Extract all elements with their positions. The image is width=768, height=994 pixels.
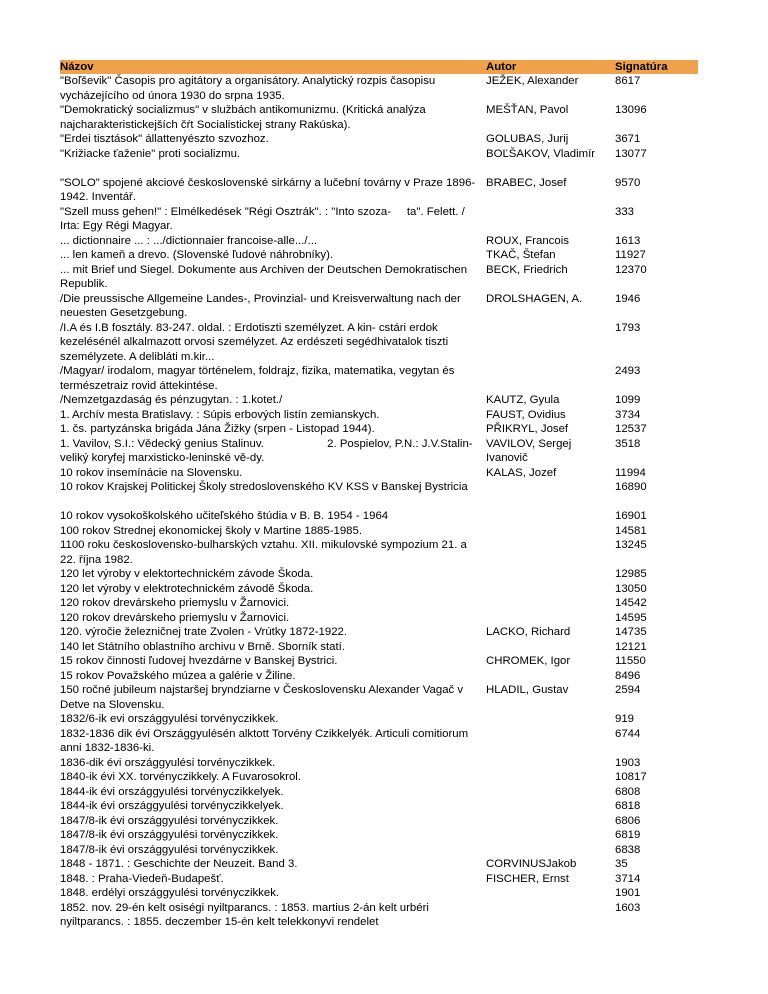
row-author: BRABEC, Josef bbox=[486, 176, 567, 189]
row-signature: 14542 bbox=[615, 597, 647, 609]
header-title: Názov bbox=[60, 61, 94, 73]
row-author: LACKO, Richard bbox=[486, 626, 571, 638]
table-row bbox=[60, 611, 698, 626]
row-title: 140 let Státního oblastního archivu v Brně. Sborník statí. bbox=[60, 640, 345, 653]
row-signature: 1903 bbox=[615, 756, 641, 769]
row-title: 10 rokov insemínácie na Slovensku. bbox=[60, 466, 243, 479]
catalog-table bbox=[60, 60, 698, 930]
row-title: 1832/6-ik evi országgyulési torvényczikkek. bbox=[60, 713, 279, 725]
row-author: FISCHER, Ernst bbox=[486, 872, 569, 885]
row-author: ROUX, Francois bbox=[486, 234, 569, 247]
row-signature: 11550 bbox=[615, 655, 646, 667]
row-signature: 1613 bbox=[615, 234, 641, 247]
row-title: 15 rokov činnosti ľudovej hvezdárne v Banskej Bystrici. bbox=[60, 655, 338, 667]
row-signature: 6808 bbox=[615, 785, 641, 798]
row-author: TKAČ, Štefan bbox=[486, 249, 556, 261]
row-title: 120 rokov drevárskeho priemyslu v Žarnovici. bbox=[60, 611, 290, 624]
table-row bbox=[60, 480, 698, 509]
row-signature: 14595 bbox=[615, 611, 647, 624]
row-author: CORVINUSJakob bbox=[486, 858, 577, 870]
row-title: "Križiacke ťaženie" proti socializmu. bbox=[60, 147, 241, 160]
row-signature: 8496 bbox=[615, 669, 641, 682]
row-title: /Magyar/ irodalom, magyar történelem, foldrajz, fizika, matematika, vegytan és természetraiz rovid áttekintése. bbox=[60, 365, 458, 392]
row-title: "Erdei tisztások" állattenyészto szvozhoz. bbox=[60, 133, 269, 145]
row-title: ... mit Brief und Siegel. Dokumente aus Archiven der Deutschen Demokratischen Republik. bbox=[60, 263, 471, 290]
row-signature: 35 bbox=[615, 858, 628, 870]
table-row bbox=[60, 321, 698, 365]
row-title: 1847/8-ik évi országgyulési torvényczikkek. bbox=[60, 814, 279, 827]
row-title: 100 rokov Strednej ekonomickej školy v Martine 1885-1985. bbox=[60, 524, 363, 537]
row-author: FAUST, Ovidius bbox=[486, 408, 566, 421]
row-signature: 10817 bbox=[615, 771, 647, 783]
table-row bbox=[60, 640, 698, 655]
row-signature: 6744 bbox=[615, 727, 641, 740]
row-signature: 1603 bbox=[615, 901, 641, 914]
row-signature: 14581 bbox=[615, 524, 647, 537]
row-signature: 12370 bbox=[615, 263, 647, 276]
row-title: 1847/8-ik évi országgyulési torvényczikkek. bbox=[60, 829, 279, 841]
row-signature: 6818 bbox=[615, 800, 641, 812]
row-author: JEŽEK, Alexander bbox=[486, 75, 579, 87]
row-title: 1. Archív mesta Bratislavy. : Súpis erbových listín zemianskych. bbox=[60, 408, 380, 421]
table-row bbox=[60, 422, 698, 437]
table-row bbox=[60, 466, 698, 481]
row-title: /I.A és I.B fosztály. 83-247. oldal. : Erdotiszti személyzet. A kin- cstári erdok kezelésénél alkalmazott orvosi személyzet. Az erdészeti segédhivatalok tiszti személyzete. A delibláti m.kir... bbox=[60, 321, 452, 363]
row-signature: 6806 bbox=[615, 814, 641, 827]
row-title: 1836-dik évi országgyulési torvényczikkek. bbox=[60, 756, 276, 769]
table-row bbox=[60, 234, 698, 249]
row-title: 1848. : Praha-Viedeň-Budapešť. bbox=[60, 872, 224, 885]
row-title: 120 let výroby v elektrotechnickém závodě Škoda. bbox=[60, 582, 314, 595]
row-title: 1844-ik évi országgyulési torvényczikkelyek. bbox=[60, 785, 284, 798]
row-title: 1844-ik évi országgyulési torvényczikkelyek. bbox=[60, 800, 284, 812]
table-row bbox=[60, 814, 698, 829]
row-signature: 11994 bbox=[615, 466, 646, 479]
row-author: BOĽŠAKOV, Vladimír bbox=[486, 147, 596, 160]
row-author: GOLUBAS, Jurij bbox=[486, 133, 569, 145]
row-title: 1847/8-ik évi országgyulési torvényczikkek. bbox=[60, 843, 279, 856]
row-title: 1832-1836 dik évi Országgyulésén alktott Torvény Czikkelyék. Articuli comitiorum anni 1832-1836-ki. bbox=[60, 727, 472, 754]
row-title: 1848. erdélyi országgyulési torvényczikkek. bbox=[60, 887, 280, 899]
row-signature: 9570 bbox=[615, 176, 641, 189]
row-title: "Boľševik" Časopis pro agitátory a organisátory. Analytický rozpis časopisu vycházejícího od února 1930 do srpna 1935. bbox=[60, 75, 439, 102]
table-row bbox=[60, 364, 698, 393]
row-signature: 1946 bbox=[615, 292, 641, 305]
row-title: 10 rokov Krajskej Politickej Školy stredoslovenského KV KSS v Banskej Bystricia bbox=[60, 481, 468, 493]
row-title: /Nemzetgazdaság és pénzugytan. : 1.kotet./ bbox=[60, 394, 283, 406]
table-row bbox=[60, 785, 698, 800]
row-signature: 3734 bbox=[615, 408, 641, 421]
row-title: 120. výročie železničnej trate Zvolen - Vrútky 1872-1922. bbox=[60, 626, 348, 638]
row-signature: 13245 bbox=[615, 539, 647, 551]
row-author: HLADIL, Gustav bbox=[486, 684, 569, 696]
table-row bbox=[60, 872, 698, 887]
row-signature: 1793 bbox=[615, 321, 641, 334]
table-row bbox=[60, 901, 698, 930]
table-row bbox=[60, 756, 698, 771]
row-title: 1852. nov. 29-én kelt osiségi nyiltparancs. : 1853. martius 2-án kelt urbéri nyiltparancs. : 1855. deczember 15-én kelt telekkonyvi rendelet bbox=[60, 901, 433, 928]
table-row bbox=[60, 567, 698, 582]
row-author: VAVILOV, Sergej Ivanovič bbox=[486, 437, 575, 464]
row-title: /Die preussische Allgemeine Landes-, Provinzial- und Kreisverwaltung nach der neuesten Gesetzgebung. bbox=[60, 292, 464, 319]
row-signature: 13077 bbox=[615, 147, 647, 160]
row-title: "Szell muss gehen!" : Elmélkedések "Régi Osztrák". : "Into szoza- ta". Felett. / Irta: Egy Régi Magyar. bbox=[60, 205, 468, 232]
row-title: 120 let výroby v elektortechnickém závode Škoda. bbox=[60, 568, 314, 580]
row-signature: 11927 bbox=[615, 249, 646, 261]
row-title: 1. čs. partyzánska brigáda Jána Žižky (srpen - Listopad 1944). bbox=[60, 423, 375, 435]
row-title: "SOLO" spojené akciové československé sirkárny a lučební továrny v Praze 1896-1942. Inventář. bbox=[60, 176, 476, 203]
row-signature: 2493 bbox=[615, 365, 641, 377]
table-row bbox=[60, 74, 698, 103]
row-signature: 12537 bbox=[615, 423, 647, 435]
table-row bbox=[60, 596, 698, 611]
table-row bbox=[60, 683, 698, 712]
table-row bbox=[60, 886, 698, 901]
row-author: BECK, Friedrich bbox=[486, 263, 568, 276]
row-author: MEŠŤAN, Pavol bbox=[486, 104, 569, 116]
row-title: ... len kameň a drevo. (Slovenské ľudové náhrobníky). bbox=[60, 249, 334, 261]
table-row bbox=[60, 669, 698, 684]
row-signature: 3518 bbox=[615, 437, 641, 450]
row-signature: 919 bbox=[615, 713, 635, 725]
table-row bbox=[60, 538, 698, 567]
table-row bbox=[60, 654, 698, 669]
row-signature: 12985 bbox=[615, 568, 647, 580]
table-row bbox=[60, 103, 698, 132]
table-row bbox=[60, 248, 698, 263]
row-signature: 16901 bbox=[615, 510, 647, 522]
table-header bbox=[60, 60, 698, 74]
table-row bbox=[60, 828, 698, 843]
row-title: 150 ročné jubileum najstaršej bryndziarne v Československu Alexander Vagač v Detve na Slovensku. bbox=[60, 684, 467, 711]
table-row bbox=[60, 843, 698, 858]
table-row bbox=[60, 132, 698, 147]
table-row bbox=[60, 857, 698, 872]
row-title: 15 rokov Považského múzea a galérie v Žiline. bbox=[60, 669, 296, 682]
row-signature: 12121 bbox=[615, 640, 647, 653]
row-title: ... dictionnaire ... : .../dictionnaier francoise-alle.../... bbox=[60, 234, 318, 247]
row-signature: 13096 bbox=[615, 104, 647, 116]
row-title: 1840-ik évi XX. torvényczikkely. A Fuvarosokrol. bbox=[60, 771, 301, 783]
row-signature: 1901 bbox=[615, 887, 641, 899]
row-author: CHROMEK, Igor bbox=[486, 655, 571, 667]
table-row bbox=[60, 582, 698, 597]
row-title: 120 rokov drevárskeho priemyslu v Žarnovici. bbox=[60, 597, 290, 609]
table-row bbox=[60, 408, 698, 423]
table-row bbox=[60, 770, 698, 785]
table-row bbox=[60, 205, 698, 234]
table-row bbox=[60, 147, 698, 176]
table-row bbox=[60, 625, 698, 640]
table-row bbox=[60, 509, 698, 524]
row-title: 1100 roku československo-bulharských vztahu. XII. mikulovské sympozium 21. a 22. října 1982. bbox=[60, 539, 471, 566]
row-signature: 333 bbox=[615, 205, 635, 218]
row-signature: 2594 bbox=[615, 684, 641, 696]
row-signature: 16890 bbox=[615, 481, 647, 493]
row-author: DROLSHAGEN, A. bbox=[486, 292, 583, 305]
row-signature: 8617 bbox=[615, 75, 641, 87]
row-signature: 3714 bbox=[615, 872, 641, 885]
header-author: Autor bbox=[486, 61, 517, 73]
row-author: PŘIKRYL, Josef bbox=[486, 423, 569, 435]
table-row bbox=[60, 292, 698, 321]
header-signature: Signatúra bbox=[615, 61, 668, 73]
row-signature: 6819 bbox=[615, 829, 641, 841]
table-row bbox=[60, 727, 698, 756]
row-author: KALAS, Jozef bbox=[486, 466, 557, 479]
row-signature: 13050 bbox=[615, 582, 647, 595]
row-signature: 14735 bbox=[615, 626, 647, 638]
row-signature: 3671 bbox=[615, 133, 641, 145]
table-row bbox=[60, 524, 698, 539]
row-title: 10 rokov vysokoškolského učiteľského štúdia v B. B. 1954 - 1964 bbox=[60, 510, 389, 522]
table-row bbox=[60, 176, 698, 205]
row-title: 1. Vavilov, S.I.: Vědecký genius Stalinuv. 2. Pospielov, P.N.: J.V.Stalin-veliký koryfej marxisticko-leninské vě-dy. bbox=[60, 437, 473, 464]
table-body bbox=[60, 74, 698, 930]
row-author: KAUTZ, Gyula bbox=[486, 394, 560, 406]
table-row bbox=[60, 393, 698, 408]
table-row bbox=[60, 437, 698, 466]
row-title: "Demokratický socializmus" v službách antikomunizmu. (Kritická analýza najcharakteristickejších čŕt Socialistickej strany Rakúska). bbox=[60, 104, 429, 131]
table-row bbox=[60, 263, 698, 292]
table-row bbox=[60, 799, 698, 814]
row-signature: 1099 bbox=[615, 394, 641, 406]
row-title: 1848 - 1871. : Geschichte der Neuzeit. Band 3. bbox=[60, 858, 298, 870]
row-signature: 6838 bbox=[615, 843, 641, 856]
table-row bbox=[60, 712, 698, 727]
